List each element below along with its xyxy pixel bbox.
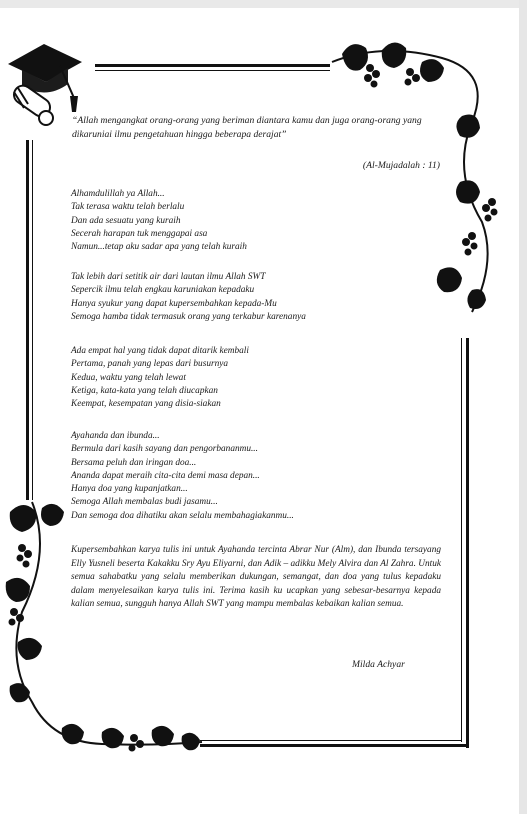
stanza-line: Ada empat hal yang tidak dapat ditarik kembali — [71, 346, 249, 356]
stanza-line: Semoga hamba tidak termasuk orang yang terkabur karenanya — [71, 311, 306, 322]
stanza-line: Hanya doa yang kupanjatkan... — [71, 484, 188, 495]
stanza-line: Tak lebih dari setitik air dari lautan ilmu Allah SWT — [71, 272, 266, 282]
frame-left-line-thick — [26, 140, 29, 500]
stanza-line: Ayahanda dan ibunda... — [71, 431, 160, 441]
stanza-line: Secerah harapan tuk menggapai asa — [71, 228, 208, 239]
frame-top-line-thin — [95, 70, 330, 71]
stanza-line: Ananda dapat meraih cita-cita demi masa depan... — [71, 470, 260, 481]
stanza-line: Dan semoga doa dihatiku akan selalu membahagiakanmu... — [71, 510, 294, 521]
stanza-1 — [71, 188, 431, 254]
frame-top-line-thick — [95, 64, 330, 67]
scan-edge-top — [0, 0, 527, 8]
stanza-line: Keempat, kesempatan yang disia-siakan — [71, 399, 221, 410]
signature: Milda Achyar — [352, 659, 405, 670]
frame-right-line-thin — [461, 338, 462, 742]
stanza-line: Namun...tetap aku sadar apa yang telah kuraih — [71, 242, 247, 253]
stanza-line: Tak terasa waktu telah berlalu — [71, 202, 185, 213]
stanza-line: Kedua, waktu yang telah lewat — [71, 372, 186, 383]
stanza-line: Hanya syukur yang dapat kupersembahkan kepada-Mu — [71, 298, 277, 309]
stanza-line: Sepercik ilmu telah engkau karuniakan kepadaku — [71, 285, 255, 296]
dedication-paragraph: Kupersembahkan karya tulis ini untuk Ayahanda tercinta Abrar Nur (Alm), dan Ibunda tersayang Elly Yusneli beserta Kakakku Sry Ayu Eliyarni, dan Adik – adikku Mely Alvira dan Al Zahra. Untuk semua sahabatku yang selalu memberikan dukungan, semangat, dan doa yang tulus kepadaku dalam menyelesaikan karya tulis ini. Terima kasih ku ucapkan yang sebesar-besarnya kepada kalian semua, sungguh hanya Allah SWT yang mampu membalas kebaikan kalian semua. — [71, 545, 441, 610]
stanza-line: Bermula dari kasih sayang dan pengorbananmu... — [71, 444, 258, 455]
stanza-4 — [71, 430, 431, 523]
stanza-line: Semoga Allah membalas budi jasamu... — [71, 497, 218, 508]
stanza-line: Pertama, panah yang lepas dari busurnya — [71, 359, 229, 370]
stanza-3 — [71, 345, 431, 411]
frame-bottom-line-thick — [200, 744, 469, 747]
stanza-2 — [71, 271, 431, 324]
stanza-line: Dan ada sesuatu yang kuraih — [71, 215, 181, 226]
scan-edge-right — [519, 0, 527, 814]
diploma-scroll-icon — [6, 86, 66, 138]
frame-bottom-line-thin — [200, 740, 462, 741]
stanza-line: Alhamdulillah ya Allah... — [71, 189, 165, 199]
quote-source: (Al-Mujadalah : 11) — [362, 160, 440, 171]
stanza-line: Ketiga, kata-kata yang telah diucapkan — [71, 385, 218, 396]
frame-left-line-thin — [32, 140, 33, 500]
stanza-line: Bersama peluh dan iringan doa... — [71, 457, 197, 468]
quran-quote: “Allah mengangkat orang-orang yang beriman diantara kamu dan juga orang-orang yang dikaruniai ilmu pengetahuan hingga beberapa derajat” — [72, 115, 422, 140]
grape-vine-ornament-icon — [2, 492, 212, 782]
frame-right-line-thick — [466, 338, 469, 748]
